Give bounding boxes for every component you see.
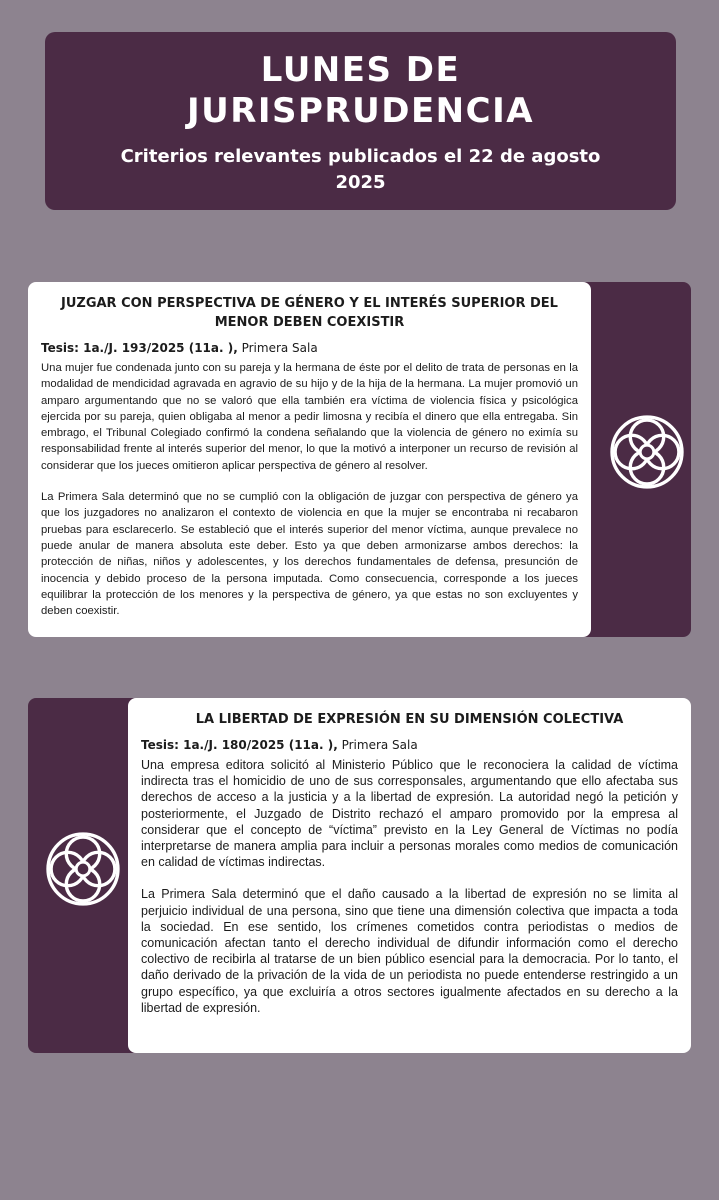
subtitle-line-2: 2025 bbox=[335, 172, 386, 193]
section-1-tesis-chamber: Primera Sala bbox=[237, 341, 318, 355]
title-line-2: JURISPRUDENCIA bbox=[186, 91, 535, 131]
header-banner bbox=[45, 32, 676, 210]
section-2-card bbox=[128, 698, 691, 1053]
interlaced-circles-emblem-icon bbox=[45, 831, 121, 907]
section-1-title: JUZGAR CON PERSPECTIVA DE GÉNERO Y EL INTERÉS SUPERIOR DEL MENOR DEBEN COEXISTIR bbox=[61, 296, 558, 330]
section-2-tesis-number: Tesis: 1a./J. 180/2025 (11a. ), bbox=[141, 738, 338, 752]
section-1-paragraph-2: La Primera Sala determinó que no se cumplió con la obligación de juzgar con perspectiva de género ya que los juzgadores no analizaron el contexto de violencia en que la mujer se encontraba ni recabaron pruebas para esclarecerlo. Se estableció que el interés superior del menor víctima, aunque prevalece no puede anular de manera absoluta este deber. Esto ya que deben armonizarse ambos derechos: la protección de niñas, niños y adolescentes, y los derechos fundamentales de defensa, presunción de inocencia y debido proceso de la persona imputada. Como consecuencia, corresponde a los jueces equilibrar la protección de los menores y la perspectiva de género, ya que estas no son excluyentes y deben coexistir. bbox=[41, 491, 578, 618]
section-1-card bbox=[28, 282, 591, 637]
section-1-tesis-number: Tesis: 1a./J. 193/2025 (11a. ), bbox=[41, 341, 238, 355]
page-subtitle bbox=[75, 144, 646, 196]
subtitle-line-1: Criterios relevantes publicados el 22 de agosto bbox=[120, 146, 601, 167]
section-2-tesis bbox=[141, 737, 678, 753]
page-title bbox=[45, 50, 676, 132]
section-1-tesis bbox=[41, 340, 578, 356]
section-2-tesis-chamber: Primera Sala bbox=[337, 738, 418, 752]
section-1-paragraph-1: Una mujer fue condenada junto con su pareja y la hermana de éste por el delito de trata de personas en la modalidad de mendicidad agravada en agravio de su hijo y de la hija de la hermana. La mujer promovió un amparo argumentando que no se valoró que ella también era víctima de violencia física y psicológica ejercida por su pareja, quien obligaba al menor a pedir limosna y recibía el dinero que ella entregaba. Sin embrago, el Tribunal Colegiado confirmó la condena señalando que la violencia de género no eximía su responsabilidad frente al interés superior del menor, lo que la motivó a interponer un recurso de revisión al considerar que los jueces omitieron aplicar perspectiva de género al resolver. bbox=[41, 362, 578, 472]
section-2-paragraph-1: Una empresa editora solicitó al Ministerio Público que le reconociera la calidad de víctima indirecta tras el homicidio de uno de sus corresponsales, argumentando que ello afectaba sus derechos de acceso a la justicia y a la libertad de expresión. La autoridad negó la petición y posteriormente, el Juzgado de Distrito rechazó el amparo promovido por la empresa al considerar que el concepto de “víctima” previsto en la Ley General de Víctimas no podía interpretarse de manera amplia para incluir a personas morales como medios de comunicación en calidad de víctimas indirectas. bbox=[141, 758, 678, 870]
section-2-title: LA LIBERTAD DE EXPRESIÓN EN SU DIMENSIÓN COLECTIVA bbox=[195, 712, 624, 727]
section-2-paragraph-2: La Primera Sala determinó que el daño causado a la libertad de expresión no se limita al perjuicio individual de una persona, sino que tiene una dimensión colectiva que impacta a toda la sociedad. En ese sentido, los crímenes cometidos contra periodistas o medios de comunicación afectan tanto el derecho individual de difundir información como el derecho colectivo de recibirla al tratarse de un bien público esencial para la democracia. Por lo tanto, el daño derivado de la privación de la vida de un periodista no puede entenderse restringido a un grupo específico, ya que excluiría a otros sectores igualmente afectados en su derecho a la libertad de expresión. bbox=[141, 887, 678, 1015]
title-line-1: LUNES DE bbox=[260, 50, 461, 90]
interlaced-circles-emblem-icon bbox=[609, 414, 685, 490]
